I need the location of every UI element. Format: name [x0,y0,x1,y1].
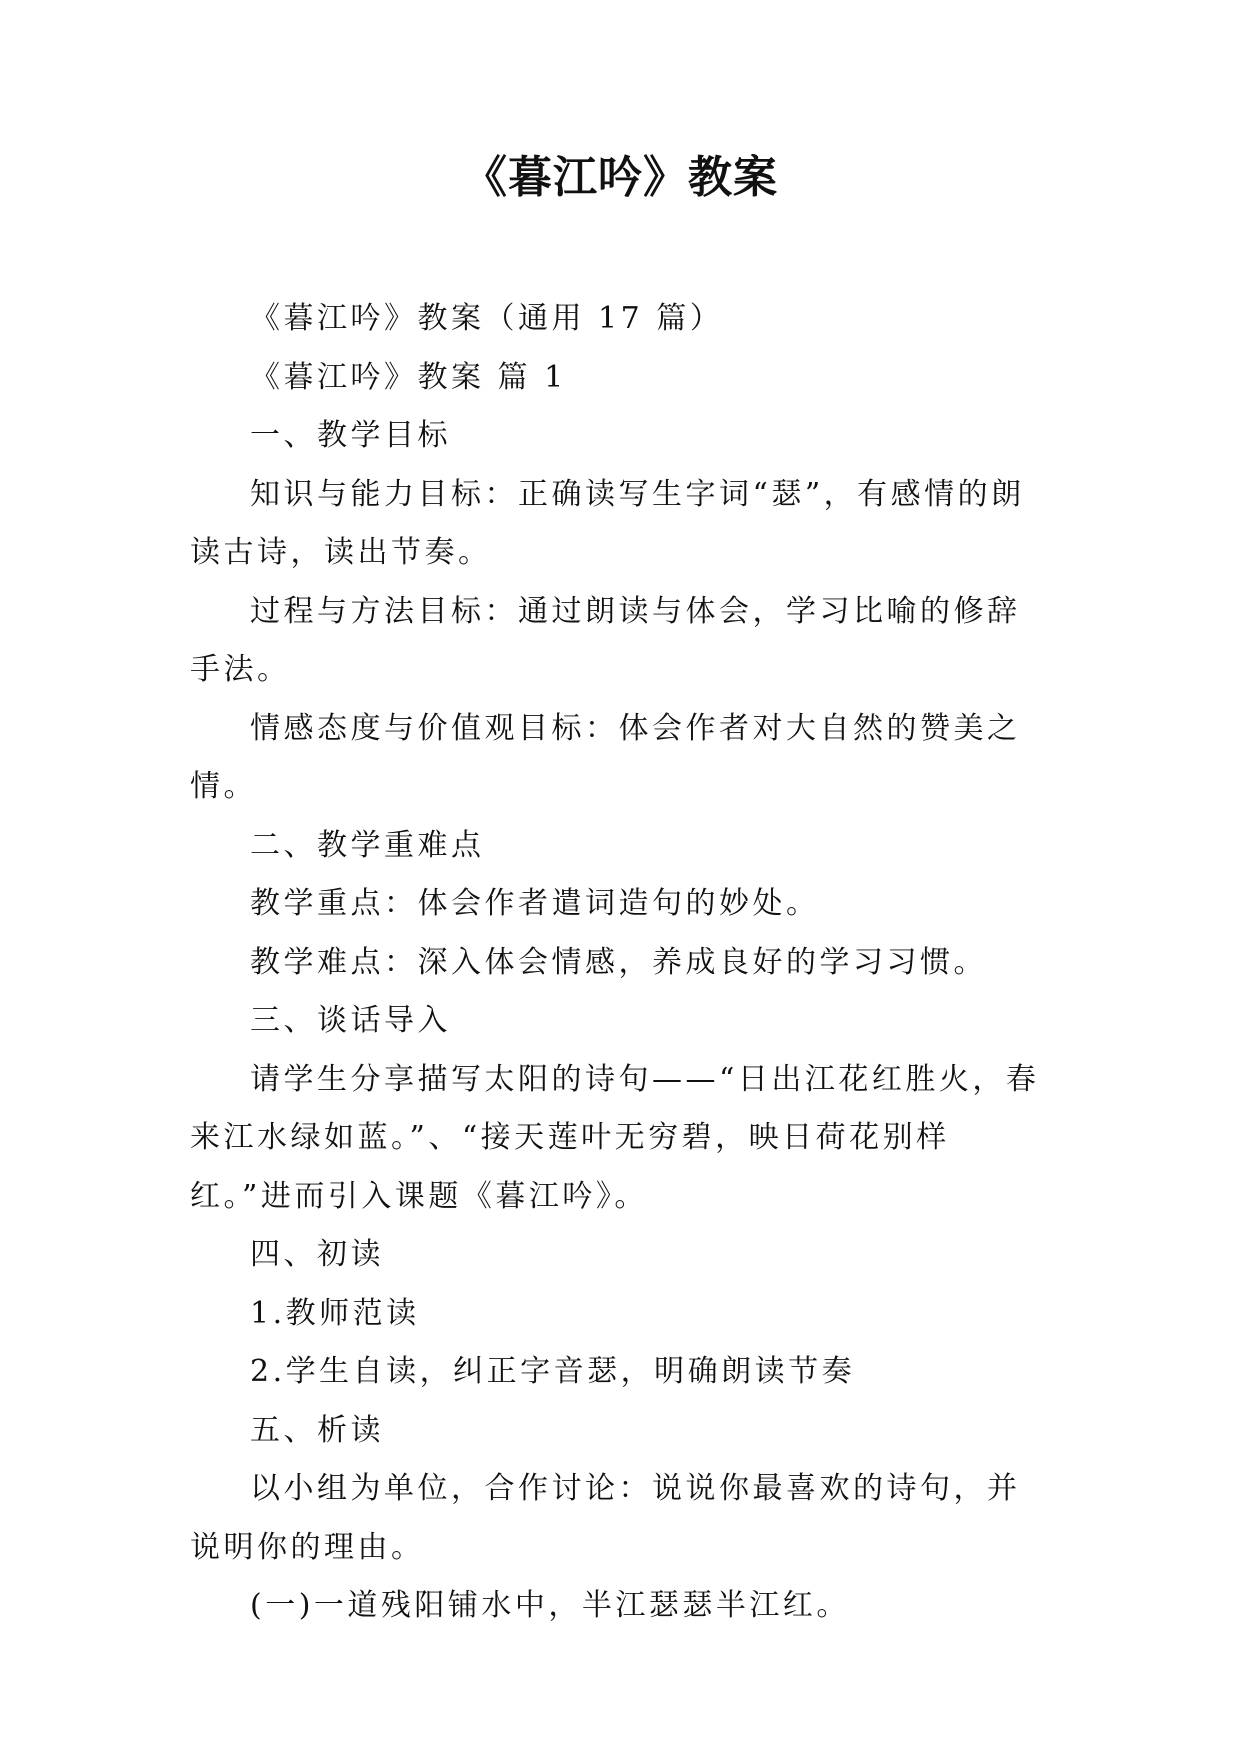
paragraph-key-point: 教学重点：体会作者遣词造句的妙处。 [250,886,820,921]
paragraph-collection-title: 《暮江吟》教案（通用 17 篇） [250,301,724,336]
section-heading-key-points: 二、教学重难点 [250,827,485,863]
paragraph-lesson-heading: 《暮江吟》教案 篇 1 [250,359,567,395]
paragraph-knowledge-goal: 知识与能力目标：正确读写生字词“瑟”，有感情的朗读古诗，读出节奏。 [190,476,1025,570]
paragraph-difficulty: 教学难点：深入体会情感，养成良好的学习习惯。 [250,944,987,980]
list-item-teacher-reading: 1.教师范读 [250,1295,420,1331]
section-heading-first-reading: 四、初读 [250,1237,384,1272]
section-heading-objectives: 一、教学目标 [250,418,451,453]
section-heading-introduction: 三、谈话导入 [250,1003,451,1038]
paragraph-emotion-goal: 情感态度与价值观目标：体会作者对大自然的赞美之情。 [190,710,1021,804]
section-heading-analysis: 五、析读 [250,1412,384,1448]
document-body [190,290,1052,1636]
document-title: 《暮江吟》教案 [463,152,778,203]
paragraph-process-goal: 过程与方法目标：通过朗读与体会，学习比喻的修辞手法。 [190,593,1021,687]
paragraph-poem-line: (一)一道残阳铺水中，半江瑟瑟半江红。 [250,1588,850,1623]
list-item-student-reading: 2.学生自读，纠正字音瑟，明确朗读节奏 [250,1354,856,1389]
paragraph-introduction: 请学生分享描写太阳的诗句——“日出江花红胜火，春来江水绿如蓝。”、“接天莲叶无穷碧，映日荷花别样红。”进而引入课题《暮江吟》。 [190,1061,1040,1214]
paragraph-group-discussion: 以小组为单位，合作讨论：说说你最喜欢的诗句，并说明你的理由。 [190,1471,1021,1565]
